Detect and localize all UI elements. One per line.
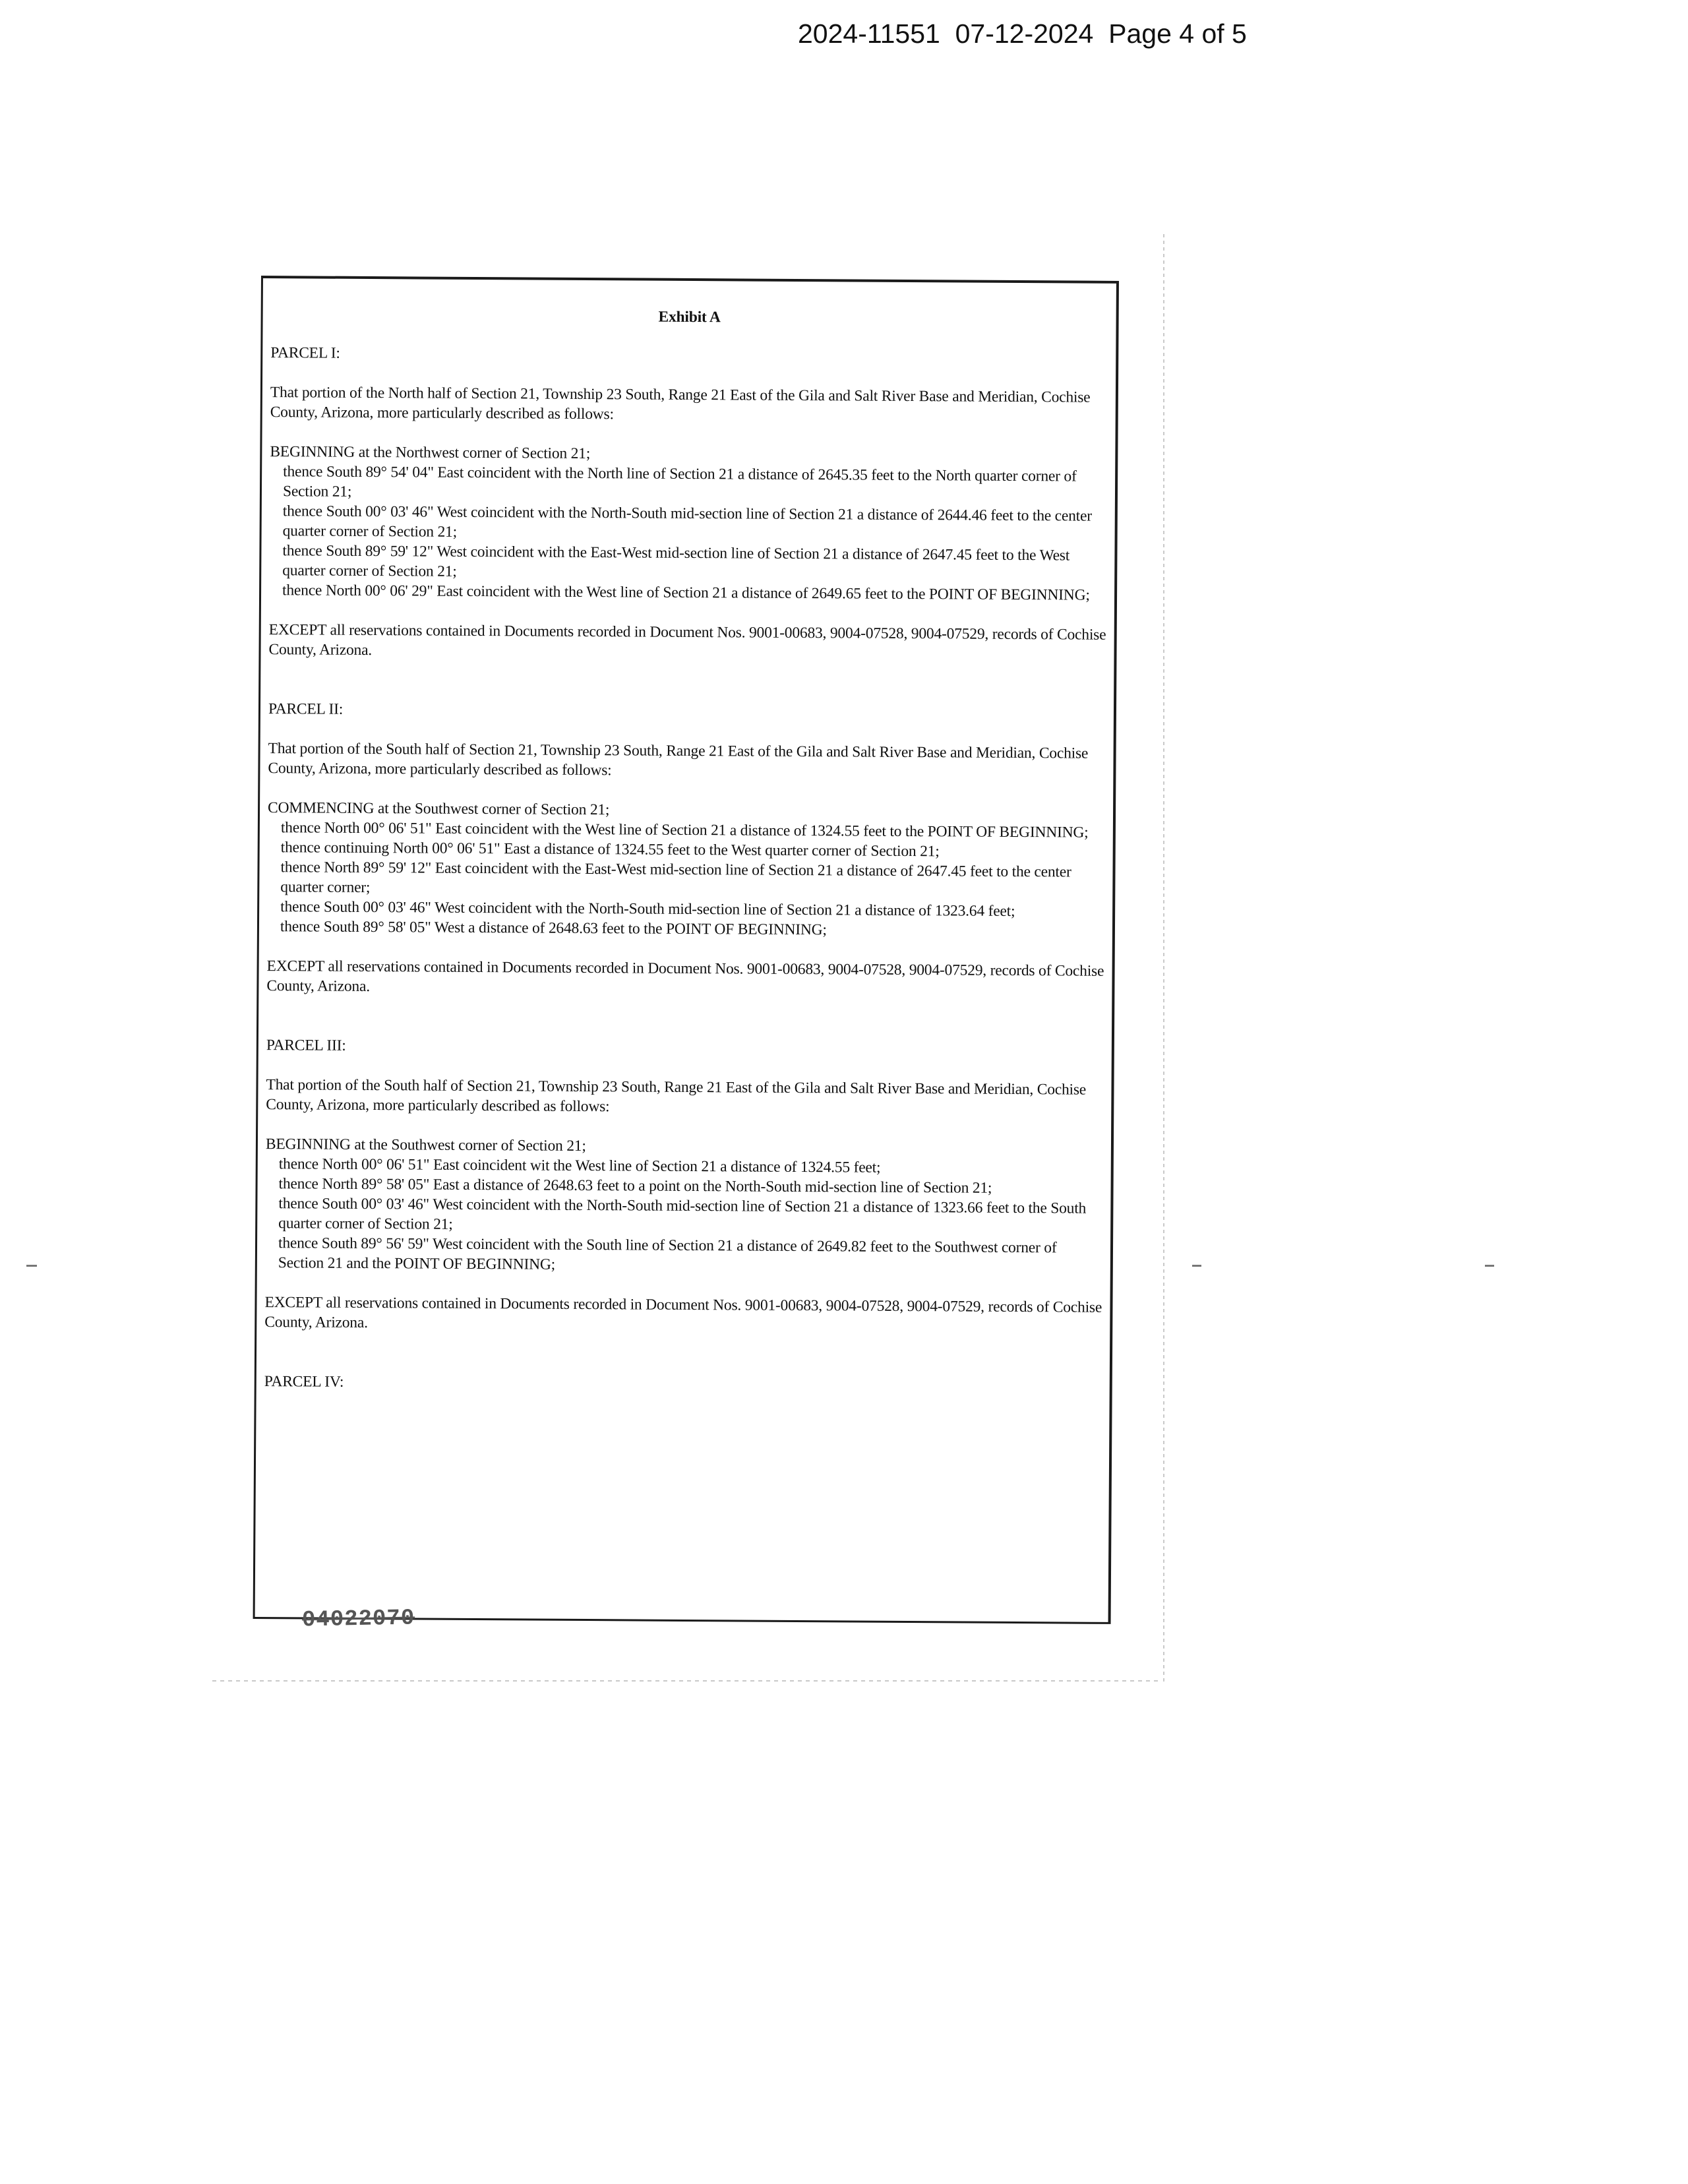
scan-speck bbox=[1192, 1265, 1201, 1267]
parcel-3-call: thence South 00° 03' 46" West coincident with the North-South mid-section line of Section 21 a distance of 1323.66 feet to the South quarter corner of Section 21; bbox=[278, 1195, 1087, 1233]
parcel-3-call: thence North 00° 06' 51" East coincident wit the West line of Section 21 a distance of 1324.55 feet; bbox=[278, 1155, 881, 1176]
parcel-3-heading: PARCEL III: bbox=[266, 1037, 346, 1054]
parcel-1-exception: EXCEPT all reservations contained in Documents recorded in Document Nos. 9001-00683, 9004-07528, 9004-07529, records of Cochise County, Arizona. bbox=[268, 621, 1106, 659]
parcel-1-call: thence South 89° 59' 12" West coincident with the East-West mid-section line of Section 21 a distance of 2647.45 feet to the West quarter corner of Section 21; bbox=[282, 542, 1070, 580]
parcel-3-calls bbox=[265, 1134, 1103, 1278]
parcel-2-intro: That portion of the South half of Section 21, Township 23 South, Range 21 East of the Gila and Salt River Base and Meridian, Cochise County, Arizona, more particularly described as follows: bbox=[268, 740, 1089, 779]
parcel-3-exception: EXCEPT all reservations contained in Documents recorded in Document Nos. 9001-00683, 9004-07528, 9004-07529, records of Cochise County, Arizona. bbox=[264, 1294, 1102, 1332]
parcel-2-call: thence continuing North 00° 06' 51" East a distance of 1324.55 feet to the West quarter corner of Section 21; bbox=[280, 839, 940, 861]
parcel-2-calls bbox=[267, 798, 1105, 942]
parcel-1-call: BEGINNING at the Northwest corner of Section 21; bbox=[270, 443, 591, 463]
parcel-2-call: COMMENCING at the Southwest corner of Section 21; bbox=[267, 799, 610, 819]
parcel-2-call: thence South 89° 58' 05" West a distance of 2648.63 feet to the POINT OF BEGINNING; bbox=[280, 918, 827, 939]
scan-edge-horizontal bbox=[212, 1680, 1162, 1682]
parcel-2-heading: PARCEL II: bbox=[268, 700, 344, 718]
parcel-3-call: thence North 89° 58' 05" East a distance of 2648.63 feet to a point on the North-South mid-section line of Section 21; bbox=[278, 1175, 992, 1197]
parcel-4-heading: PARCEL IV: bbox=[264, 1373, 344, 1391]
parcel-1-call: thence South 00° 03' 46" West coincident with the North-South mid-section line of Section 21 a distance of 2644.46 feet to the center quarter corner of Section 21; bbox=[282, 502, 1093, 541]
exhibit-title: Exhibit A bbox=[658, 308, 721, 326]
scan-speck bbox=[26, 1265, 37, 1267]
parcel-1-intro: That portion of the North half of Section 21, Township 23 South, Range 21 East of the Gila and Salt River Base and Meridian, Cochise County, Arizona, more particularly described as follows: bbox=[270, 384, 1091, 423]
parcel-1-heading: PARCEL I: bbox=[270, 344, 340, 362]
parcel-3-intro: That portion of the South half of Section 21, Township 23 South, Range 21 East of the Gila and Salt River Base and Meridian, Cochise County, Arizona, more particularly described as follows: bbox=[266, 1076, 1087, 1116]
exhibit-document bbox=[264, 305, 1108, 1416]
scan-edge-vertical bbox=[1163, 234, 1164, 1685]
parcel-2-exception: EXCEPT all reservations contained in Documents recorded in Document Nos. 9001-00683, 9004-07528, 9004-07529, records of Cochise County, Arizona. bbox=[266, 957, 1104, 996]
document-number-stamp: 04022070 bbox=[301, 1606, 415, 1633]
parcel-3-call: thence South 89° 56' 59" West coincident with the South line of Section 21 a distance of 2649.82 feet to the Southwest corner of Section 21 and the POINT OF BEGINNING; bbox=[278, 1234, 1057, 1273]
exhibit-frame bbox=[253, 276, 1119, 1624]
parcel-1-call: thence South 89° 54' 04" East coincident with the North line of Section 21 a distance of 2645.35 feet to the North quarter corner of Section 21; bbox=[282, 463, 1077, 501]
parcel-3-call: BEGINNING at the Southwest corner of Section 21; bbox=[265, 1136, 586, 1155]
parcel-2-call: thence North 89° 59' 12" East coincident with the East-West mid-section line of Section 21 a distance of 2647.45 feet to the center quarter corner; bbox=[280, 859, 1071, 897]
recording-stamp: 2024-11551 07-12-2024 Page 4 of 5 bbox=[798, 18, 1247, 49]
parcel-2-call: thence South 00° 03' 46" West coincident with the North-South mid-section line of Section 21 a distance of 1323.64 feet; bbox=[280, 898, 1015, 921]
parcel-2-call: thence North 00° 06' 51" East coincident with the West line of Section 21 a distance of 1324.55 feet to the POINT OF BEGINNING; bbox=[280, 819, 1089, 841]
parcel-1-calls bbox=[269, 442, 1107, 605]
scan-speck bbox=[1485, 1265, 1494, 1267]
parcel-1-call: thence North 00° 06' 29" East coincident with the West line of Section 21 a distance of 2649.65 feet to the POINT OF BEGINNING; bbox=[282, 582, 1090, 604]
